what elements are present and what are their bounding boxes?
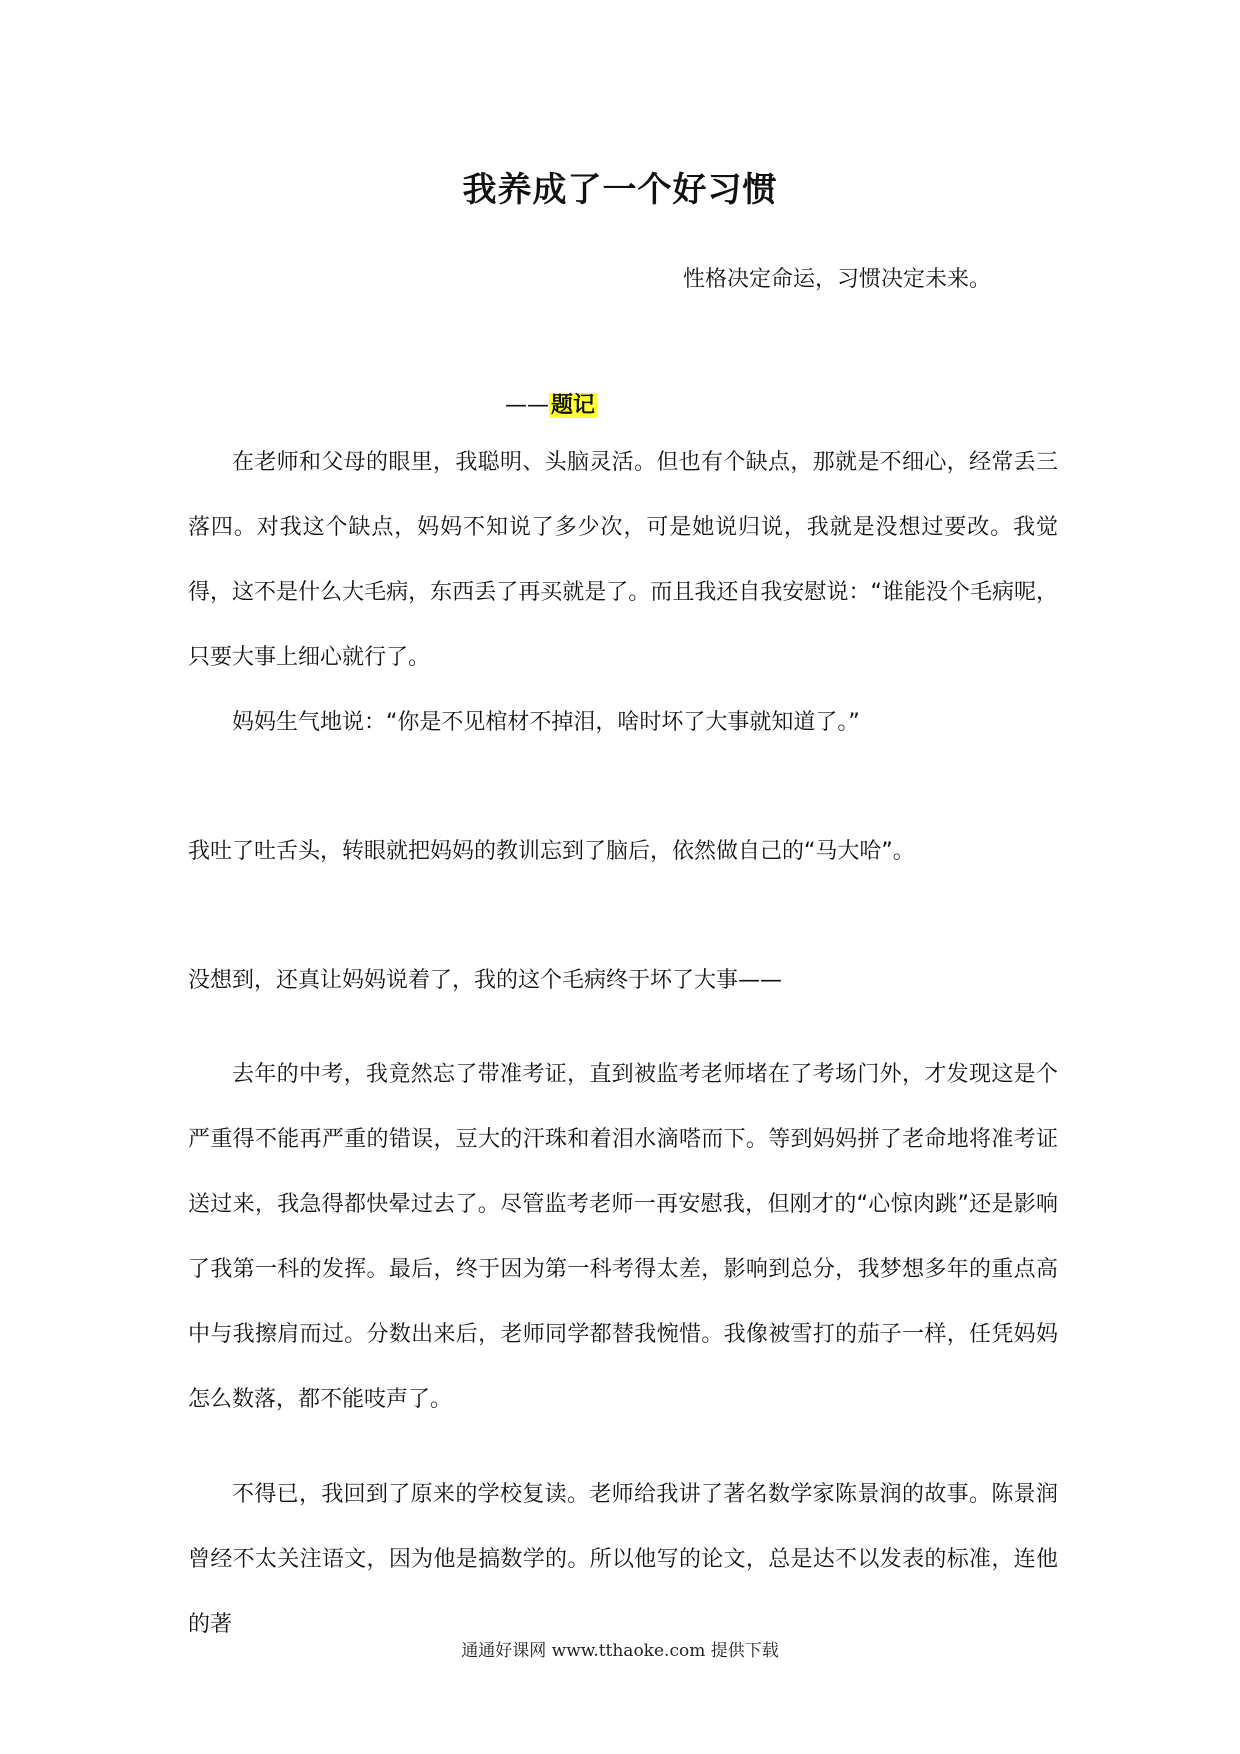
body-block-1	[188, 430, 1058, 690]
body-block-6	[188, 1462, 1058, 1657]
page-footer: 通通好课网 www.tthaoke.com 提供下载	[461, 1641, 779, 1661]
paragraph-1: 在老师和父母的眼里，我聪明、头脑灵活。但也有个缺点，那就是不细心，经常丢三落四。对我这个缺点，妈妈不知说了多少次，可是她说归说，我就是没想过要改。我觉得，这不是什么大毛病，东西丢了再买就是了。而且我还自我安慰说：“谁能没个毛病呢，只要大事上细心就行了。	[188, 450, 1058, 670]
epigraph-text: 性格决定命运，习惯决定未来。	[683, 267, 992, 292]
paragraph-4: 没想到，还真让妈妈说着了，我的这个毛病终于坏了大事——	[188, 968, 783, 993]
body-block-5	[188, 1042, 1058, 1432]
document-title: 我养成了一个好习惯	[462, 170, 778, 210]
epigraph-attribution	[505, 388, 597, 419]
attribution-label-highlighted: 题记	[551, 393, 596, 418]
paragraph-2: 妈妈生气地说：“你是不见棺材不掉泪，啥时坏了大事就知道了。”	[232, 710, 860, 735]
body-block-3	[188, 819, 1058, 884]
attribution-dash: ——	[505, 393, 549, 418]
body-block-2	[188, 690, 1058, 755]
paragraph-6: 不得已，我回到了原来的学校复读。老师给我讲了著名数学家陈景润的故事。陈景润曾经不太关注语文，因为他是搞数学的。所以他写的论文，总是达不以发表的标准，连他的著	[188, 1482, 1058, 1637]
paragraph-5: 去年的中考，我竟然忘了带准考证，直到被监考老师堵在了考场门外，才发现这是个严重得不能再严重的错误，豆大的汗珠和着泪水滴嗒而下。等到妈妈拼了老命地将准考证送过来，我急得都快晕过去了。尽管监考老师一再安慰我，但刚才的“心惊肉跳”还是影响了我第一科的发挥。最后，终于因为第一科考得太差，影响到总分，我梦想多年的重点高中与我擦肩而过。分数出来后，老师同学都替我惋惜。我像被雪打的茄子一样，任凭妈妈怎么数落，都不能吱声了。	[188, 1062, 1058, 1412]
body-block-4	[188, 948, 1058, 1013]
paragraph-3: 我吐了吐舌头，转眼就把妈妈的教训忘到了脑后，依然做自己的“马大哈”。	[188, 839, 915, 864]
